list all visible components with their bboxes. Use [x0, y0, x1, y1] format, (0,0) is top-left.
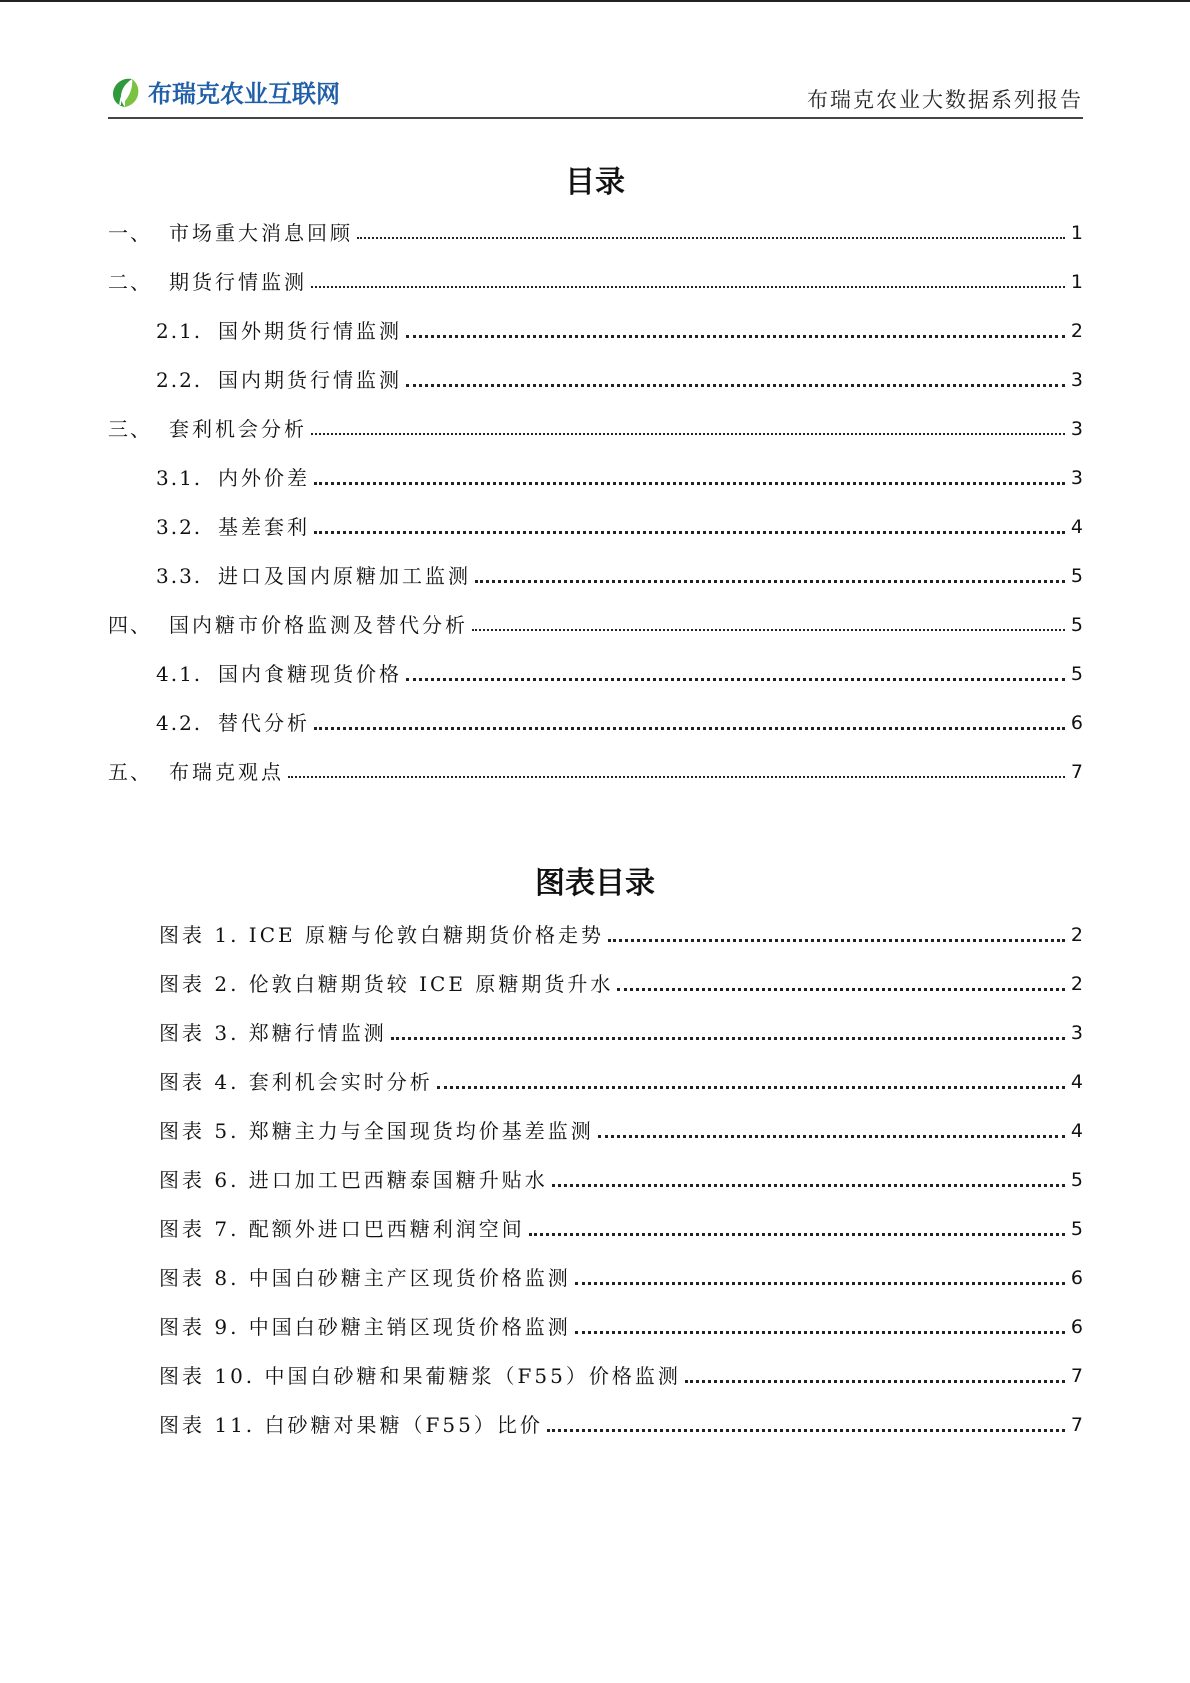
toc-leader-dots — [406, 335, 1065, 338]
figure-entry-page: 2 — [1070, 973, 1083, 995]
toc-entry-label: 市场重大消息回顾 — [169, 221, 353, 245]
toc-entry-label: 国内糖市价格监测及替代分析 — [169, 613, 468, 637]
toc-entry[interactable] — [108, 220, 1083, 246]
report-series-title: 布瑞克农业大数据系列报告 — [807, 88, 1083, 112]
figure-entry-page: 4 — [1070, 1120, 1083, 1142]
toc-leader-dots — [472, 629, 1065, 631]
toc-entry-label: 套利机会分析 — [169, 417, 307, 441]
toc-entry-label: 布瑞克观点 — [169, 760, 284, 784]
figure-entry[interactable] — [159, 1265, 1083, 1291]
toc-leader-dots — [547, 1429, 1065, 1432]
toc-leader-dots — [314, 531, 1065, 534]
toc-entry-page: 3 — [1070, 418, 1083, 440]
figures-heading: 图表目录 — [535, 866, 655, 901]
figure-entry-page: 5 — [1070, 1169, 1083, 1191]
figure-entry-page: 6 — [1070, 1267, 1083, 1289]
figure-entry-page: 7 — [1070, 1414, 1083, 1436]
figure-entry[interactable] — [159, 1314, 1083, 1340]
toc-leader-dots — [314, 727, 1065, 730]
toc-entry-page: 3 — [1070, 369, 1083, 391]
toc-entry[interactable] — [156, 465, 1083, 491]
toc-entry[interactable] — [156, 318, 1083, 344]
toc-heading: 目录 — [565, 165, 625, 200]
toc-entry-number: 3.3. — [156, 564, 203, 588]
figure-entry-page: 5 — [1070, 1218, 1083, 1240]
toc-entry-number: 4.2. — [156, 711, 203, 735]
toc-entry[interactable] — [108, 416, 1083, 442]
toc-entry-number: 五、 — [108, 760, 152, 784]
toc-entry-number: 一、 — [108, 221, 152, 245]
company-logo — [108, 74, 340, 109]
toc-entry-number: 3.1. — [156, 466, 203, 490]
figure-entry-label: 图表 10. 中国白砂糖和果葡糖浆（F55）价格监测 — [159, 1364, 681, 1388]
figure-entry[interactable] — [159, 1167, 1083, 1193]
figure-entry[interactable] — [159, 1020, 1083, 1046]
toc-entry-number: 三、 — [108, 417, 152, 441]
toc-leader-dots — [311, 433, 1065, 435]
figure-entry-label: 图表 9. 中国白砂糖主销区现货价格监测 — [159, 1315, 571, 1339]
toc-entry-page: 3 — [1070, 467, 1083, 489]
toc-entry-page: 5 — [1070, 663, 1083, 685]
figure-entry-label: 图表 2. 伦敦白糖期货较 ICE 原糖期货升水 — [159, 972, 614, 996]
figure-entry[interactable] — [159, 1412, 1083, 1438]
figure-entry-label: 图表 3. 郑糖行情监测 — [159, 1021, 387, 1045]
toc-leader-dots — [552, 1184, 1065, 1187]
toc-entry-page: 2 — [1070, 320, 1083, 342]
header-divider — [108, 117, 1083, 119]
toc-entry[interactable] — [156, 710, 1083, 736]
toc-entry[interactable] — [108, 759, 1083, 785]
figure-entry-page: 3 — [1070, 1022, 1083, 1044]
toc-entry-page: 7 — [1070, 761, 1083, 783]
toc-leader-dots — [311, 286, 1065, 288]
toc-entry-label: 基差套利 — [218, 515, 310, 539]
figure-entry-page: 6 — [1070, 1316, 1083, 1338]
toc-entry-number: 3.2. — [156, 515, 203, 539]
toc-entry-page: 1 — [1070, 222, 1083, 244]
toc-leader-dots — [598, 1135, 1065, 1138]
toc-leader-dots — [685, 1380, 1065, 1383]
toc-leader-dots — [575, 1282, 1065, 1285]
toc-entry-number: 2.2. — [156, 368, 203, 392]
toc-entry[interactable] — [108, 612, 1083, 638]
toc-entry-label: 期货行情监测 — [169, 270, 307, 294]
figure-entry-page: 7 — [1070, 1365, 1083, 1387]
toc-entry-label: 国内食糖现货价格 — [218, 662, 402, 686]
leaf-logo-icon — [108, 75, 142, 109]
toc-leader-dots — [288, 776, 1065, 778]
toc-entry-page: 6 — [1070, 712, 1083, 734]
toc-entry[interactable] — [156, 563, 1083, 589]
toc-leader-dots — [406, 678, 1065, 681]
toc-leader-dots — [617, 988, 1065, 991]
toc-leader-dots — [357, 237, 1065, 239]
toc-entry-label: 国外期货行情监测 — [218, 319, 402, 343]
page-header — [108, 70, 1083, 118]
toc-entry-number: 二、 — [108, 270, 152, 294]
toc-leader-dots — [391, 1037, 1065, 1040]
toc-entry[interactable] — [156, 367, 1083, 393]
toc-entry-label: 替代分析 — [218, 711, 310, 735]
toc-leader-dots — [314, 482, 1065, 485]
toc-leader-dots — [475, 580, 1065, 583]
toc-entry-label: 内外价差 — [218, 466, 310, 490]
toc-entry-page: 5 — [1070, 565, 1083, 587]
figure-entry-label: 图表 8. 中国白砂糖主产区现货价格监测 — [159, 1266, 571, 1290]
toc-entry-number: 2.1. — [156, 319, 203, 343]
toc-entry-page: 1 — [1070, 271, 1083, 293]
figure-entry-label: 图表 6. 进口加工巴西糖泰国糖升贴水 — [159, 1168, 548, 1192]
figure-entry-label: 图表 11. 白砂糖对果糖（F55）比价 — [159, 1413, 543, 1437]
toc-entry-number: 4.1. — [156, 662, 203, 686]
figure-entry-label: 图表 1. ICE 原糖与伦敦白糖期货价格走势 — [159, 923, 604, 947]
toc-entry-label: 国内期货行情监测 — [218, 368, 402, 392]
toc-entry-number: 四、 — [108, 613, 152, 637]
figure-entry[interactable] — [159, 1363, 1083, 1389]
figure-entry-label: 图表 7. 配额外进口巴西糖利润空间 — [159, 1217, 525, 1241]
toc-leader-dots — [406, 384, 1065, 387]
figure-entry[interactable] — [159, 922, 1083, 948]
toc-entry-page: 5 — [1070, 614, 1083, 636]
toc-leader-dots — [575, 1331, 1065, 1334]
figure-entry[interactable] — [159, 1069, 1083, 1095]
figure-entry[interactable] — [159, 971, 1083, 997]
toc-leader-dots — [437, 1086, 1065, 1089]
figure-entry-page: 2 — [1070, 924, 1083, 946]
figure-entry-label: 图表 4. 套利机会实时分析 — [159, 1070, 433, 1094]
toc-entry-label: 进口及国内原糖加工监测 — [218, 564, 471, 588]
figure-entry[interactable] — [159, 1216, 1083, 1242]
logo-wordmark: 布瑞克农业互联网 — [148, 80, 340, 108]
toc-entry[interactable] — [156, 514, 1083, 540]
toc-entry-page: 4 — [1070, 516, 1083, 538]
toc-leader-dots — [529, 1233, 1065, 1236]
figure-entry[interactable] — [159, 1118, 1083, 1144]
toc-leader-dots — [608, 939, 1065, 942]
toc-entry[interactable] — [108, 269, 1083, 295]
toc-entry[interactable] — [156, 661, 1083, 687]
figure-entry-label: 图表 5. 郑糖主力与全国现货均价基差监测 — [159, 1119, 594, 1143]
figure-entry-page: 4 — [1070, 1071, 1083, 1093]
page-top-border — [0, 0, 1190, 2]
